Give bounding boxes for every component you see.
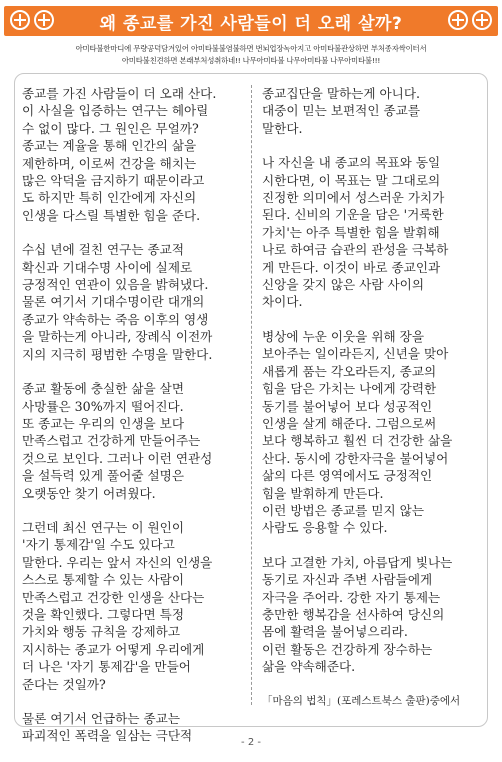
paragraph: 병상에 누운 이웃을 위해 장을 보아주는 일이라든지, 신년을 맞아 새롭게 품는 각오라든지, 종교의 힘을 담은 가치는 나에게 강력한 동기를 불어넣어 보다 성공적인 인생을 살게 해준다. 그럼으로써 보다 행복하고 훨씬 더 건강한 삶을 산다. 동시에 강한자극을 불어넣어 삶의 다른 영역에서도 긍정적인 힘을 발휘하게 만든다. 이런 방법은 종교를 믿지 않는 사람도 응용할 수 있다. (262, 328, 453, 536)
dharma-wheel-icon (448, 10, 468, 30)
source-citation: 「마음의 법칙」(포레스트북스 출판)중에서 (262, 694, 461, 707)
paragraph: 수십 년에 걸친 연구는 종교적 확신과 기대수명 사이에 실제로 긍정적인 연관이 있음을 밝혀냈다. 물론 여기서 기대수명이란 대개의 종교가 약속하는 죽음 이후의 영생 을 말하는게 아니라, 장례식 이전까 지의 지극히 평범한 수명을 말한다. (22, 242, 213, 362)
dharma-wheel-icon (34, 10, 54, 30)
article-right-column (262, 85, 478, 727)
paragraph: 물론 여기서 언급하는 종교는 파괴적인 폭력을 일삼는 극단적 (22, 711, 193, 744)
paragraph: 나 자신을 내 종교의 목표와 동일 시한다면, 이 목표는 말 그대로의 진정한 의미에서 성스러운 가치가 된다. 신비의 기운을 담은 '거룩한 가치'는 아주 특별한 힘을 발휘해 나로 하여금 습관의 관성을 극복하 게 만든다. 이것이 바로 종교인과 신앙을 갖지 않은 사람 사이의 차이다. (262, 155, 449, 310)
dharma-wheel-icon (10, 10, 30, 30)
page-title: 왜 종교를 가진 사람들이 더 오래 살까? (99, 13, 403, 34)
mantra-line-1: 아미타불한마디에 무량공덕담겨있어 아미타불불염불하면 번뇌업장녹아지고 아미타불관상하면 부처종자싹이터서 (75, 44, 427, 53)
page-number: - 2 - (241, 737, 261, 748)
paragraph: 종교 활동에 충실한 삶을 살면 사망률은 30%까지 떨어진다. 또 종교는 우리의 인생을 보다 만족스럽고 건강하게 만들어주는 것으로 보인다. 그러나 이런 연관성 을 설득력 있게 풀어줄 설명은 오랫동안 찾기 어려웠다. (22, 381, 213, 501)
paragraph: 보다 고결한 가치, 아름답게 빛나는 동기로 자신과 주변 사람들에게 자극을 주어라. 강한 자기 통제는 충만한 행복감을 선사하여 당신의 몸에 활력을 불어넣으리라. 이런 활동은 건강하게 장수하는 삶을 약속해준다. (262, 554, 453, 675)
column-divider (251, 85, 252, 705)
dharma-wheel-icon (472, 10, 492, 30)
mantra-line-2: 아미타불친견하면 본래부처성취하네!! 나무아미타불 나무아미타불 나무아미타불!!! (121, 56, 381, 65)
paragraph: 종교를 가진 사람들이 더 오래 산다. 이 사실을 입증하는 연구는 헤아릴 수 없이 많다. 그 원인은 무얼까? 종교는 계율을 통해 인간의 삶을 제한하며, 이로써 건강을 해치는 많은 악덕을 금지하기 때문이라고 도 하지만 특히 인간에게 자신의 인생을 다스릴 특별한 힘을 준다. (22, 86, 217, 223)
paragraph: 종교집단을 말하는게 아니다. 대중이 믿는 보편적인 종교를 말한다. (262, 86, 420, 136)
article-left-column (22, 85, 240, 762)
paragraph: 그런데 최신 연구는 이 원인이 '자기 통제감'일 수도 있다고 말한다. 우리는 앞서 자신의 인생을 스스로 통제할 수 있는 사람이 만족스럽고 건강한 인생을 산다는 것을 확인했다. 그렇다면 특정 가치와 행동 규칙을 강제하고 지시하는 종교가 어떻게 우리에게 더 나은 '자기 통제감'을 만들어 준다는 것일까? (22, 519, 213, 692)
title-banner (4, 6, 498, 36)
